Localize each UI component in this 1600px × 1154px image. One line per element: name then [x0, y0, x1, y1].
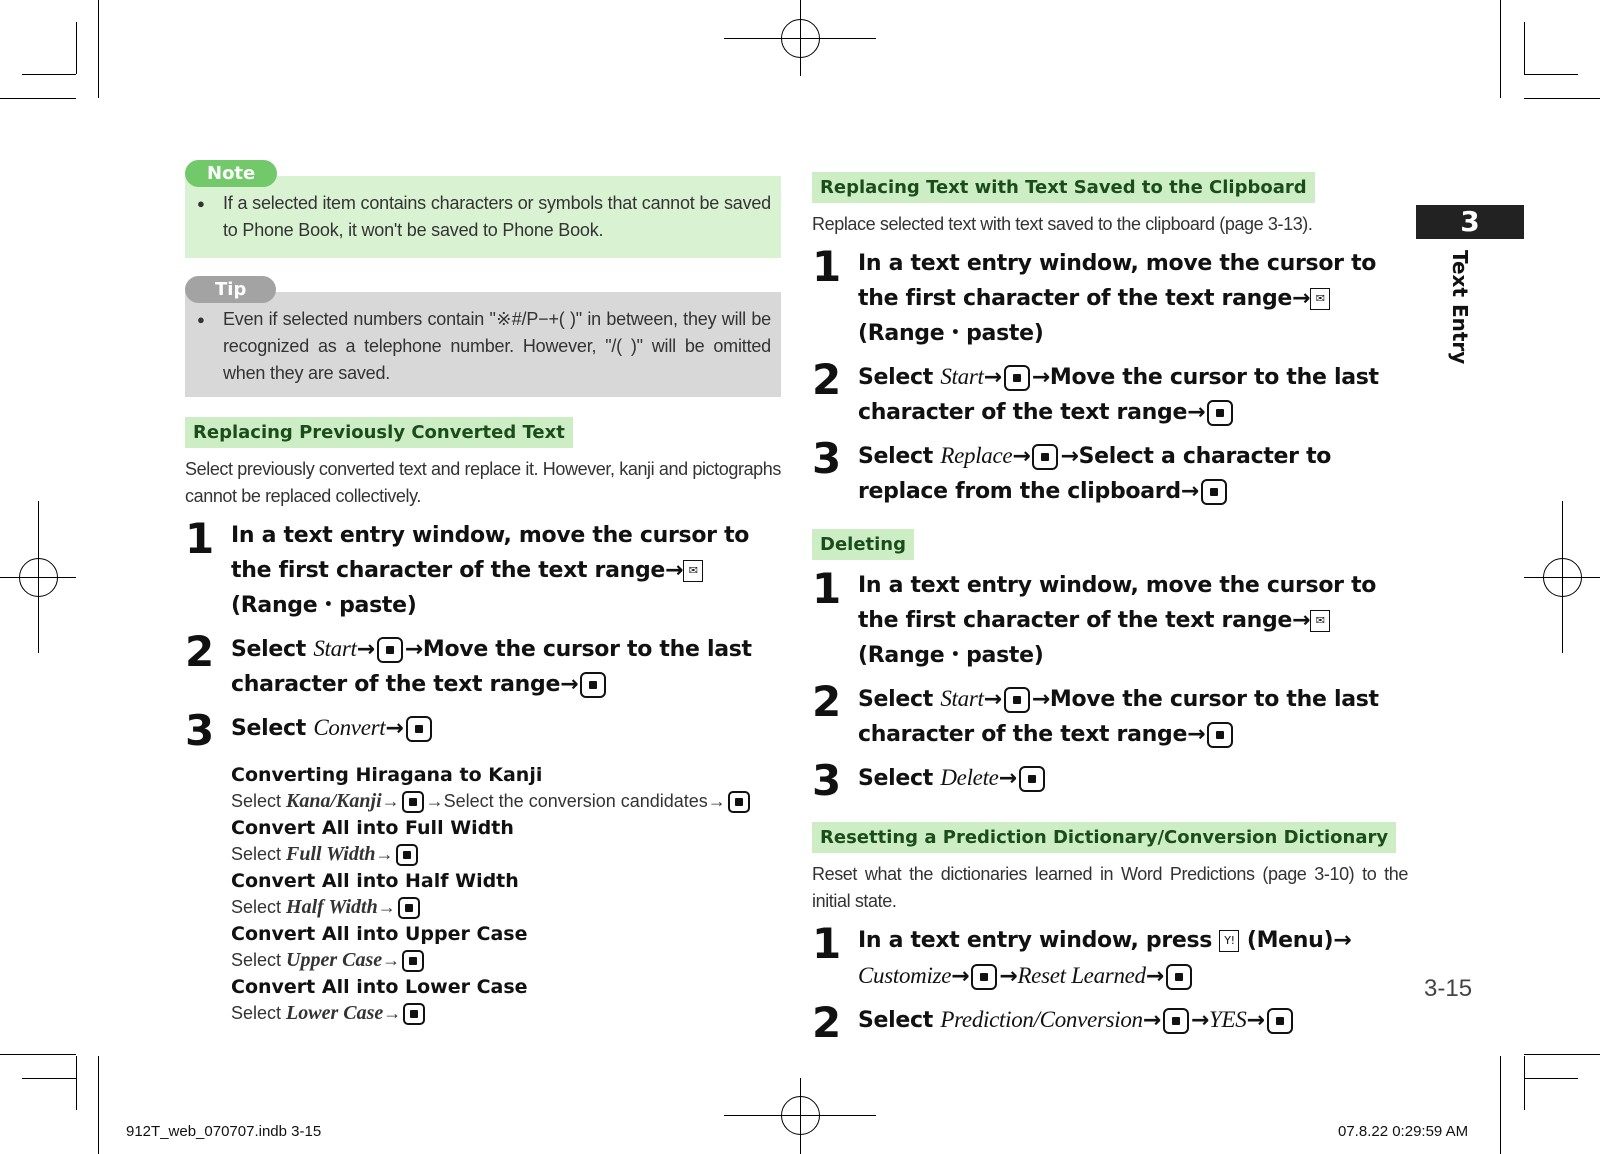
option-heading: Convert All into Upper Case [231, 923, 528, 945]
center-key-icon [728, 791, 750, 813]
center-key-icon [1004, 687, 1030, 713]
center-key-icon [1267, 1008, 1293, 1034]
tip-text: Even if selected numbers contain "※#/P−+( )" in between, they will be recognized as a telephone number. However, "/( )" will be omitted when they are saved. [223, 309, 771, 383]
menu-item-replace: Replace [940, 443, 1013, 468]
arrow: → [998, 766, 1017, 791]
convert-options [231, 762, 781, 1027]
step-instruction: →Move the cursor to the last character of the text range→ [858, 365, 1379, 425]
option-heading: Convert All into Lower Case [231, 976, 528, 998]
center-key-icon [398, 897, 420, 919]
section-description: Reset what the dictionaries learned in Word Predictions (page 3-10) to the initial state. [812, 864, 1408, 911]
option-select: Select [231, 791, 287, 811]
step-number: 3 [812, 756, 840, 805]
menu-item: Full Width [286, 843, 376, 865]
step-instruction: In a text entry window, press [858, 928, 1220, 953]
step-1 [185, 514, 781, 623]
yahoo-key-icon: Y! [1219, 930, 1239, 952]
arrow: → [1246, 1008, 1265, 1033]
center-key-icon [402, 950, 424, 972]
step-select: Select [858, 1008, 941, 1033]
arrow: → [983, 687, 1002, 712]
arrow: → [999, 964, 1018, 989]
section-heading-clipboard: Replacing Text with Text Saved to the Clipboard [812, 172, 1315, 203]
step-number: 1 [812, 564, 840, 613]
step-2 [812, 998, 1408, 1047]
step-number: 3 [185, 706, 213, 755]
step-select: Select [231, 637, 314, 662]
step-instruction-menu: (Menu)→ [1239, 928, 1352, 953]
footer-timestamp: 07.8.22 0:29:59 AM [1338, 1123, 1469, 1140]
center-key-icon [1201, 479, 1227, 505]
center-key-icon [1207, 400, 1233, 426]
step-text [231, 710, 434, 752]
bullet-icon: ● [197, 196, 205, 211]
menu-item-start: Start [313, 636, 357, 661]
option-heading: Convert All into Full Width [231, 817, 514, 839]
option-select: Select [231, 950, 287, 970]
section-description: Replace selected text with text saved to the clipboard (page 3-13). [812, 214, 1313, 234]
tip-label: Tip [185, 276, 276, 303]
step-instruction: In a text entry window, move the cursor to the first character of the text range→ [231, 523, 750, 583]
step-number: 1 [812, 242, 840, 291]
arrow: → [377, 897, 396, 917]
arrow: → [1145, 964, 1164, 989]
option-body [231, 947, 781, 974]
step-2 [812, 355, 1408, 430]
center-key-icon [403, 1003, 425, 1025]
arrow: → [1142, 1008, 1161, 1033]
step-number: 2 [185, 627, 213, 676]
center-key-icon [1004, 365, 1030, 391]
chapter-tab: 3 [1416, 205, 1524, 239]
arrow: → [385, 716, 404, 741]
step-number: 2 [812, 998, 840, 1047]
step-2 [812, 677, 1408, 752]
step-select: Select [858, 766, 941, 791]
option-body [231, 841, 781, 868]
option-select: Select [231, 897, 287, 917]
center-key-icon [1166, 964, 1192, 990]
step-select: Select [858, 365, 941, 390]
step-text [858, 438, 1408, 509]
center-key-icon [580, 672, 606, 698]
arrow: → [1012, 444, 1031, 469]
section-heading-deleting: Deleting [812, 529, 914, 560]
tip-item [195, 306, 771, 387]
left-column [185, 160, 781, 1027]
step-text [231, 631, 781, 702]
center-key-icon [396, 844, 418, 866]
arrow: → [382, 950, 401, 970]
step-text [858, 923, 1351, 994]
mail-key-icon: ✉ [1310, 610, 1330, 632]
bullet-icon: ● [197, 312, 205, 327]
step-text [858, 246, 1408, 351]
arrow: → [383, 1003, 402, 1023]
note-item [195, 190, 771, 244]
center-key-icon [377, 637, 403, 663]
step-instruction: →Move the cursor to the last character of the text range→ [231, 637, 752, 697]
arrow: → [381, 791, 400, 811]
menu-item-customize: Customize [858, 963, 952, 988]
step-select: Select [858, 444, 941, 469]
step-number: 3 [812, 434, 840, 483]
menu-item-convert: Convert [313, 715, 386, 740]
footer-file-info: 912T_web_070707.indb 3-15 [126, 1123, 322, 1140]
arrow: → [951, 964, 970, 989]
mail-key-icon: ✉ [1310, 288, 1330, 310]
center-key-icon [402, 791, 424, 813]
step-text [858, 359, 1408, 430]
page-number: 3-15 [1424, 975, 1473, 1002]
menu-item: Lower Case [286, 1002, 384, 1024]
step-instruction: In a text entry window, move the cursor to the first character of the text range→ [858, 573, 1377, 633]
step-instruction-end: (Range・paste) [858, 643, 1044, 668]
step-instruction: →Move the cursor to the last character of the text range→ [858, 687, 1379, 747]
arrow: → [375, 844, 394, 864]
step-instruction-end: (Range・paste) [231, 593, 417, 618]
center-key-icon [971, 964, 997, 990]
arrow: → [1190, 1008, 1210, 1033]
step-text [858, 568, 1408, 673]
option-body [231, 788, 781, 815]
option-select: Select [231, 1003, 287, 1023]
note-text: If a selected item contains characters or symbols that cannot be saved to Phone Book, it won't be saved to Phone Book. [223, 193, 771, 240]
step-text [858, 681, 1408, 752]
step-1 [812, 919, 1408, 994]
section-description: Select previously converted text and replace it. However, kanji and pictographs cannot be replaced collectively. [185, 459, 781, 506]
chapter-label: Text Entry [1448, 250, 1472, 365]
arrow: → [983, 365, 1002, 390]
menu-item: Kana/Kanji [286, 790, 382, 812]
tip-box [185, 279, 781, 397]
section-heading-replace-converted: Replacing Previously Converted Text [185, 417, 573, 448]
center-key-icon [1019, 766, 1045, 792]
right-column [812, 172, 1408, 1047]
step-text [858, 760, 1047, 802]
center-key-icon [1032, 444, 1058, 470]
step-instruction: →Select a character to replace from the clipboard→ [858, 444, 1332, 504]
option-body [231, 1000, 781, 1027]
option-body [231, 894, 781, 921]
step-select: Select [858, 687, 941, 712]
option-select: Select [231, 844, 287, 864]
menu-item-yes: YES [1209, 1007, 1247, 1032]
step-3 [812, 756, 1408, 805]
step-text [858, 1002, 1295, 1044]
step-select: Select [231, 716, 314, 741]
step-number: 2 [812, 677, 840, 726]
step-number: 1 [185, 514, 213, 563]
option-heading: Converting Hiragana to Kanji [231, 764, 543, 786]
center-key-icon [1207, 722, 1233, 748]
step-number: 2 [812, 355, 840, 404]
note-box [185, 163, 781, 258]
center-key-icon [1163, 1008, 1189, 1034]
option-heading: Convert All into Half Width [231, 870, 519, 892]
step-3 [185, 706, 781, 755]
step-1 [812, 564, 1408, 673]
section-heading-reset: Resetting a Prediction Dictionary/Conversion Dictionary [812, 822, 1396, 853]
step-3 [812, 434, 1408, 509]
menu-item: Upper Case [286, 949, 383, 971]
option-instruction: →Select the conversion candidates→ [425, 791, 726, 811]
mail-key-icon: ✉ [683, 560, 703, 582]
arrow: → [356, 637, 375, 662]
step-2 [185, 627, 781, 702]
step-instruction-end: (Range・paste) [858, 321, 1044, 346]
step-text [231, 518, 781, 623]
step-number: 1 [812, 919, 840, 968]
center-key-icon [406, 716, 432, 742]
note-label: Note [185, 160, 277, 187]
menu-item: Half Width [286, 896, 378, 918]
menu-item-prediction-conversion: Prediction/Conversion [940, 1007, 1143, 1032]
menu-item-start: Start [940, 686, 984, 711]
menu-item-start: Start [940, 364, 984, 389]
step-instruction: In a text entry window, move the cursor to the first character of the text range→ [858, 251, 1377, 311]
menu-item-reset-learned: Reset Learned [1017, 963, 1146, 988]
menu-item-delete: Delete [940, 765, 999, 790]
step-1 [812, 242, 1408, 351]
